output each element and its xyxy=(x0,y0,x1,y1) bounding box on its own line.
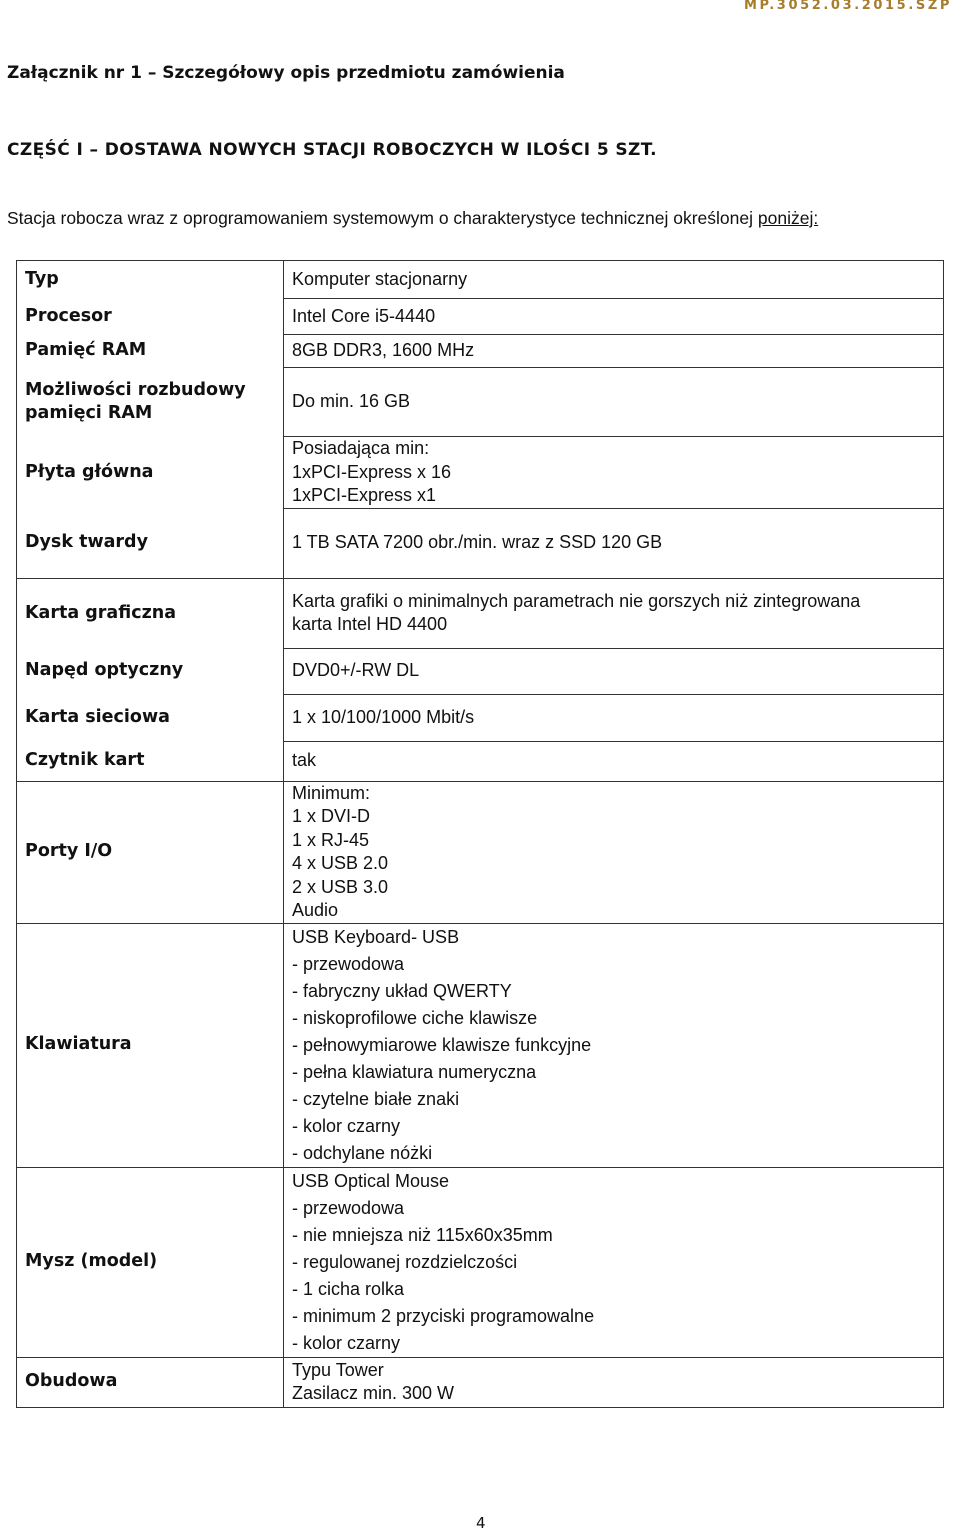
page-title: Załącznik nr 1 – Szczegółowy opis przedmiotu zamówienia xyxy=(7,63,565,83)
table-row xyxy=(17,741,944,781)
spec-label: Dysk twardy xyxy=(17,508,284,578)
intro-paragraph xyxy=(7,206,955,230)
specification-table xyxy=(16,260,944,1408)
spec-value: Posiadająca min: 1xPCI-Express x 16 1xPCI-Express x1 xyxy=(284,437,944,509)
spec-label: Porty I/O xyxy=(17,781,284,923)
table-row xyxy=(17,508,944,578)
spec-label: Karta sieciowa xyxy=(17,694,284,741)
spec-value: Typu Tower Zasilacz min. 300 W xyxy=(284,1357,944,1407)
table-row xyxy=(17,299,944,335)
table-row xyxy=(17,1357,944,1407)
table-row xyxy=(17,368,944,437)
spec-value: tak xyxy=(284,741,944,781)
spec-label: Możliwości rozbudowy pamięci RAM xyxy=(17,368,284,437)
spec-label: Pamięć RAM xyxy=(17,335,284,368)
table-row xyxy=(17,694,944,741)
intro-underlined-text: poniżej: xyxy=(757,208,819,228)
spec-value: Intel Core i5-4440 xyxy=(284,299,944,335)
spec-value: 1 TB SATA 7200 obr./min. wraz z SSD 120 GB xyxy=(284,508,944,578)
spec-value: 1 x 10/100/1000 Mbit/s xyxy=(284,694,944,741)
table-row xyxy=(17,335,944,368)
spec-label: Mysz (model) xyxy=(17,1167,284,1357)
spec-value: USB Optical Mouse - przewodowa - nie mniejsza niż 115x60x35mm - regulowanej rozdzielczości - 1 cicha rolka - minimum 2 przyciski programowalne - kolor czarny xyxy=(284,1167,944,1357)
document-reference: MP.3052.03.2015.SZP xyxy=(743,0,952,13)
table-row xyxy=(17,1167,944,1357)
table-row xyxy=(17,781,944,923)
table-row xyxy=(17,437,944,509)
spec-label: Typ xyxy=(17,261,284,299)
table-row xyxy=(17,923,944,1167)
spec-value: Do min. 16 GB xyxy=(284,368,944,437)
section-heading: CZĘŚĆ I – DOSTAWA NOWYCH STACJI ROBOCZYCH W ILOŚCI 5 SZT. xyxy=(7,140,658,160)
table-row xyxy=(17,261,944,299)
spec-label: Czytnik kart xyxy=(17,741,284,781)
spec-value: 8GB DDR3, 1600 MHz xyxy=(284,335,944,368)
spec-value: Karta grafiki o minimalnych parametrach nie gorszych niż zintegrowana karta Intel HD 4400 xyxy=(284,578,944,648)
table-row xyxy=(17,578,944,648)
spec-value: USB Keyboard- USB - przewodowa - fabryczny układ QWERTY - niskoprofilowe ciche klawisze - pełnowymiarowe klawisze funkcyjne - pełna klawiatura numeryczna - czytelne białe znaki - kolor czarny - odchylane nóżki xyxy=(284,923,944,1167)
page-number: 4 xyxy=(476,1514,486,1532)
spec-label: Płyta główna xyxy=(17,437,284,509)
table-row xyxy=(17,648,944,694)
spec-value: Komputer stacjonarny xyxy=(284,261,944,299)
spec-label: Klawiatura xyxy=(17,923,284,1167)
spec-label: Procesor xyxy=(17,299,284,335)
intro-text: Stacja robocza wraz z oprogramowaniem systemowym o charakterystyce technicznej określonej xyxy=(7,208,753,228)
spec-value: Minimum: 1 x DVI-D 1 x RJ-45 4 x USB 2.0 2 x USB 3.0 Audio xyxy=(284,781,944,923)
spec-label: Karta graficzna xyxy=(17,578,284,648)
spec-label: Obudowa xyxy=(17,1357,284,1407)
spec-label: Napęd optyczny xyxy=(17,648,284,694)
spec-value: DVD0+/-RW DL xyxy=(284,648,944,694)
